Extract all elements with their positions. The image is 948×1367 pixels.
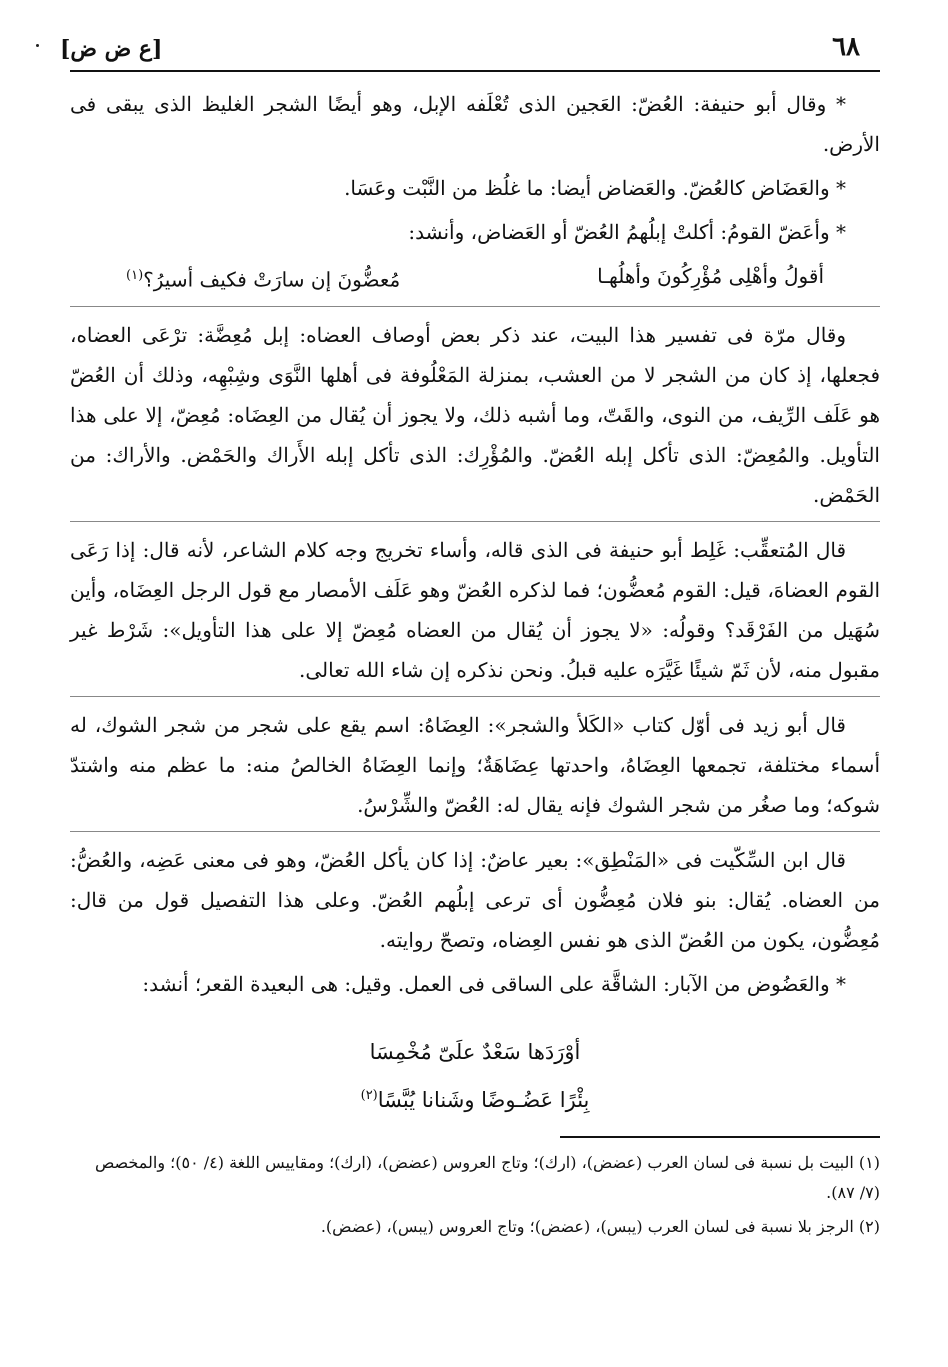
paragraph-abu-zayd: قال أبو زيد فى أوّل كتاب «الكَلأ والشجر»: العِضَاهُ: اسم يقع على شجر من شجر الشوك، له أسماء مختلفة، تجمعها العِضَاهُ، واحدتها عِضَاهَةٌ؛ وإنما العِضَاهُ الخالصُ منه: ما عظم منه واشتدّ شوكه؛ وما صغُر من شجر الشوك فإنه يقال له: العُضّ والشِّرْسُ. — [70, 712, 880, 817]
verse-left-text: مُعضُّونَ إن سارَتْ فكيف أسيرُ؟ — [143, 267, 401, 292]
footnote-2: (٢) الرجز بلا نسبة فى لسان العرب (يبس)، (عضض)؛ وتاج العروس (يبس)، (عضض). — [320, 1216, 880, 1236]
section-divider — [70, 696, 880, 697]
footnote-ref-2: (٢) — [360, 1087, 378, 1103]
document-page — [60, 30, 880, 1340]
paragraph-aadda: * وأعَضّ القومُ: أكلتْ إبلُهمُ العُضّ أو العَضاض، وأنشد: — [408, 220, 846, 244]
scan-speck — [36, 44, 39, 47]
rajaz-line-2 — [70, 1074, 880, 1122]
verse-hemistich-right: أقولُ وأهْلِى مُؤْرِكُونَ وأهلُهـا — [597, 264, 824, 288]
running-head: [ع ض ض] — [60, 36, 163, 62]
footnote-1: (١) البيت بل نسبة فى لسان العرب (عضض)، (ارك)؛ وتاج العروس (عضض)، (ارك)؛ ومقاييس اللغة (٤/ ٥٠)؛ والمخصص (٧/ ٨٧). — [94, 1152, 880, 1202]
verse-couplet — [70, 256, 880, 300]
section-divider — [70, 831, 880, 832]
rajaz-line-2-text: بِئْرًا عَضُـوضًا وشَنانا يُبَّسًا — [377, 1087, 590, 1112]
main-text — [70, 84, 880, 1122]
footnote-ref-1: (١) — [126, 268, 144, 283]
rajaz-line-1: أوْرَدَها سَعْدٌ علَىّ مُخْمِسَا — [369, 1039, 581, 1064]
footnote-rule — [560, 1136, 880, 1138]
paragraph-mutaaqqib: قال المُتعقِّب: غَلِط أبو حنيفة فى الذى قاله، وأساء تخريج وجه كلام الشاعر، لأنه قال: إذا رَعَى القوم العضاهَ، قيل: القوم مُعضُّون؛ فما لذكره العُضّ وهو عَلَف الأمصار مع قول الرجل العِضَاه، وأين سُهَيل من الفَرْقَد؟ وقولُه: «لا يجوز أن يُقال من العضاه مُعِضّ إلا على هذا التأويل»: شَرْط غير مقبول منه، لأن ثَمّ شيئًا غَيَّرَه عليه قبلُ. ونحن نذكره إن شاء الله تعالى. — [70, 537, 880, 682]
rajaz-verse — [70, 1030, 880, 1122]
footnotes — [70, 1148, 880, 1242]
paragraph-tafsir: وقال مرّة فى تفسير هذا البيت، عند ذكر بعض أوصاف العضاه: إبل مُعِضَّة: ترْعَى العضاه، فجعلها، إذ كان من الشجر لا من العشب، بمنزلة المَعْلُوفة فى أهلها النَّوَى وشِبْهِه، وذلك أن العُضّ هو عَلَف الرِّيف، من النوى، والقَتّ، وما أشبه ذلك، ولا يجوز أن يُقال من العِضَاه: مُعِضّ، إلا على هذا التأويل. والمُعِضّ: الذى تأكل إبله العُضّ. والمُؤْرِك: الذى تأكل إبله الأَراك والحَمْض. والأراك: من الحَمْض. — [70, 322, 880, 507]
page-number: ٦٨ — [832, 32, 860, 62]
paragraph-adad: * والعَضَاض كالعُضّ. والعَضاض أيضا: ما غلُظ من النَّبْت وعَسَا. — [344, 176, 846, 200]
paragraph-ibn-sikkit: قال ابن السِّكّيت فى «المَنْطِق»: بعير عاضٌ: إذا كان يأكل العُضّ، وهو فى معنى عَضِه، والعُضُّ: من العضاه. يُقال: بنو فلان مُعِضُّون أى ترعى إبلُهم العُضّ. وعلى هذا التفصيل قول من قال: مُعِضُّون، يكون من العُضّ الذى هو نفس العِضاه، وتصحّ روايته. — [70, 847, 880, 952]
paragraph-adud: * والعَضُوض من الآبار: الشاقَّة على الساقى فى العمل. وقيل: هى البعيدة القعر؛ أنشد: — [142, 971, 846, 996]
page-header — [60, 30, 880, 72]
paragraph-abu-hanifa: * وقال أبو حنيفة: العُضّ: العَجين الذى تُعْلَفه الإبل، وهو أيضًا الشجر الغليظ الذى يبقى فى الأرض. — [70, 92, 880, 156]
section-divider — [70, 306, 880, 307]
section-divider — [70, 521, 880, 522]
verse-hemistich-left — [126, 256, 400, 300]
